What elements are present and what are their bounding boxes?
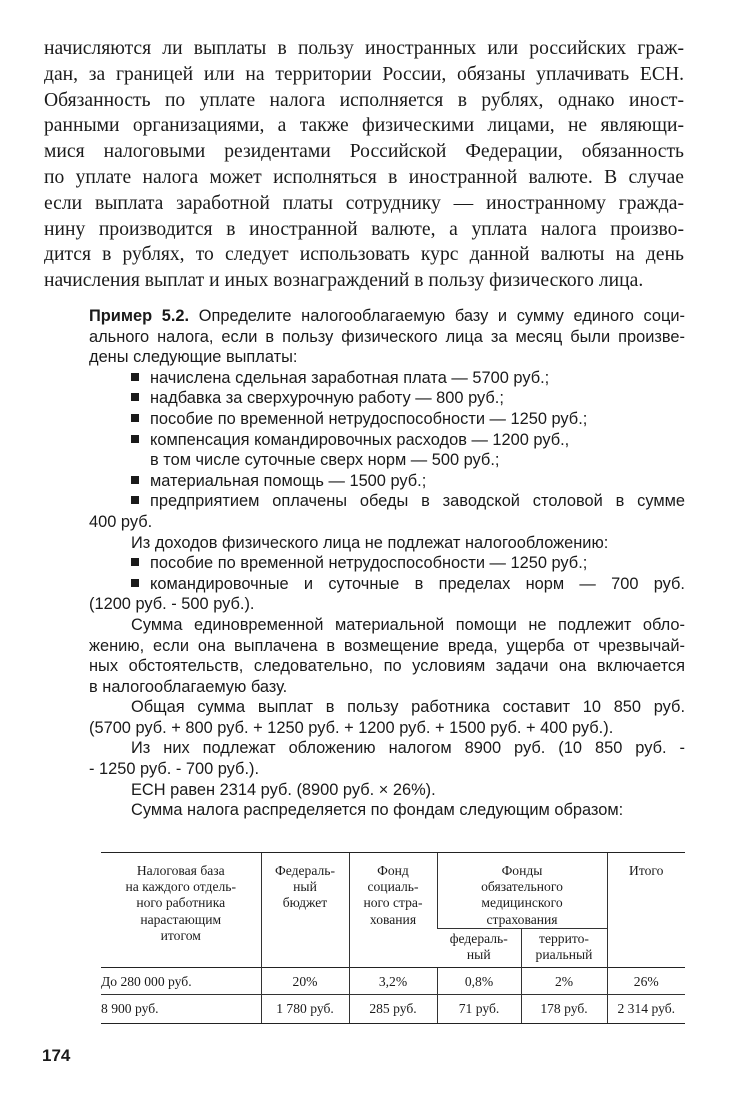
intro-paragraph [44,36,684,294]
text-line: Обязанность по уплате налога исполняется в рублях, однако иност- [44,89,684,111]
table-cell: 26% [607,967,685,994]
bullet-icon [131,558,139,566]
list-item-text: материальная помощь — 1500 руб.; [150,471,427,490]
text-line: ЕСН равен 2314 руб. (8900 руб. × 26%). [131,780,436,799]
text-line: по уплате налога может исполняться в иностранной валюте. В случае [44,166,684,188]
text-line: если выплата заработной платы сотруднику — иностранному гражда- [44,192,684,214]
header-text: страхования [486,911,558,927]
list-item [89,574,685,595]
page-number: 174 [42,1046,71,1065]
text-line: дены следующие выплаты: [89,348,298,367]
header-text: обязательного [481,879,563,895]
table-cell: 2 314 руб. [607,995,685,1024]
text-line: нину производится в иностранной валюте, а уплата налога произво- [44,218,684,240]
header-total [607,853,685,968]
text-line: Определите налогооблагаемую базу и сумму единого соци- [198,307,685,325]
text-line: в налогооблагаемую базу. [89,677,288,696]
header-text: медицинского [481,895,563,911]
header-text: Итого [629,863,664,878]
list-item-text: надбавка за сверхурочную работу — 800 руб.; [150,389,504,408]
header-social-fund [349,853,437,968]
table-cell: 0,8% [437,967,521,994]
header-medical-funds [437,853,607,929]
table-cell: 178 руб. [521,995,607,1024]
header-text: социаль- [367,879,419,895]
table-cell: 1 780 руб. [261,995,349,1024]
header-text: итогом [160,927,201,943]
list-item [89,368,685,389]
bullet-icon [131,579,139,587]
bullet-icon [131,373,139,381]
text-line: начисляются ли выплаты в пользу иностранных или российских граж- [44,38,684,59]
header-text: Фонд [377,863,409,878]
text-line: ального налога, если в пользу физического лица за месяц были произве- [89,327,685,346]
list-item-continuation: 400 руб. [89,512,153,531]
header-text: Фонды [501,863,543,878]
header-text: ный [466,947,491,963]
header-text: бюджет [282,895,328,911]
header-text: хования [369,911,417,927]
text-line: начисления выплат и иных вознаграждений в пользу физического лица. [44,270,644,292]
table-row [101,995,685,1024]
text-line: мися налоговыми резидентами Российской Федерации, обязанность [44,141,684,163]
header-text: нарастающим [140,911,222,927]
bullet-icon [131,414,139,422]
list-item [89,471,685,492]
table-cell: 2% [521,967,607,994]
header-text: Федераль- [274,863,335,878]
list-item [89,388,685,409]
header-text: ного стра- [363,895,423,911]
header-tax-base [101,853,261,968]
list-item-text: предприятием оплачены обеды в заводской столовой в сумме [150,492,685,511]
header-text: ный [293,879,317,895]
text-line: дан, за границей или на территории России, обязаны уплачивать ЕСН. [44,63,684,85]
bullet-icon [131,393,139,401]
header-medical-federal [437,928,521,967]
list-item [89,491,685,512]
text-line: Из доходов физического лица не подлежат налогообложению: [131,533,609,552]
text-line: ных обстоятельств, следовательно, по условиям задачи она включается [89,657,685,676]
text-line: дится в рублях, то следует использовать курс данной валюты на день [44,244,684,266]
header-text: федераль- [449,930,508,946]
table-cell: 71 руб. [437,995,521,1024]
table-cell: До 280 000 руб. [101,967,261,994]
list-item-text: пособие по временной нетрудоспособности — 1250 руб.; [150,554,588,573]
text-line: Сумма налога распределяется по фондам следующим образом: [131,801,624,820]
list-item-text: командировочные и суточные в пределах норм — 700 руб. [150,574,685,593]
header-text: риальный [535,947,593,963]
bullet-icon [131,476,139,484]
header-federal-budget [261,853,349,968]
table-cell: 8 900 руб. [101,995,261,1024]
list-item [89,553,685,574]
text-line: (5700 руб. + 800 руб. + 1250 руб. + 1200 руб. + 1500 руб. + 400 руб.). [89,718,614,737]
bullet-icon [131,435,139,443]
text-line: Сумма единовременной материальной помощи не подлежит обло- [131,615,685,634]
table-cell: 3,2% [349,967,437,994]
header-medical-territorial [521,928,607,967]
text-line: Из них подлежат обложению налогом 8900 руб. (10 850 руб. - [131,739,685,758]
example-heading: Пример 5.2. [89,307,190,325]
header-text: на каждого отдель- [125,879,236,895]
list-item-continuation: (1200 руб. - 500 руб.). [89,595,255,614]
header-text: террито- [539,930,589,946]
list-item-text: пособие по временной нетрудоспособности — 1250 руб.; [150,409,588,428]
text-line: Общая сумма выплат в пользу работника составит 10 850 руб. [131,698,685,717]
text-line: жению, если она выплачена в возмещение вреда, ущерба от чрезвычай- [89,636,685,655]
example-block [89,306,685,821]
list-item-text: начислена сдельная заработная плата — 5700 руб.; [150,368,550,387]
header-text: ного работника [136,895,226,911]
example-first-line [89,306,685,327]
tax-distribution-table [101,852,685,1024]
header-text: Налоговая база [136,863,225,878]
table-cell: 285 руб. [349,995,437,1024]
bullet-icon [131,496,139,504]
list-item [89,430,685,451]
text-line: - 1250 руб. - 700 руб.). [89,760,260,779]
text-line: ранными организациями, а также физическими лицами, не являющи- [44,115,684,137]
table-row [101,967,685,994]
list-item-text: компенсация командировочных расходов — 1200 руб., [150,430,570,449]
table-cell: 20% [261,967,349,994]
list-item-continuation: в том числе суточные сверх норм — 500 руб.; [150,451,500,470]
list-item [89,409,685,430]
